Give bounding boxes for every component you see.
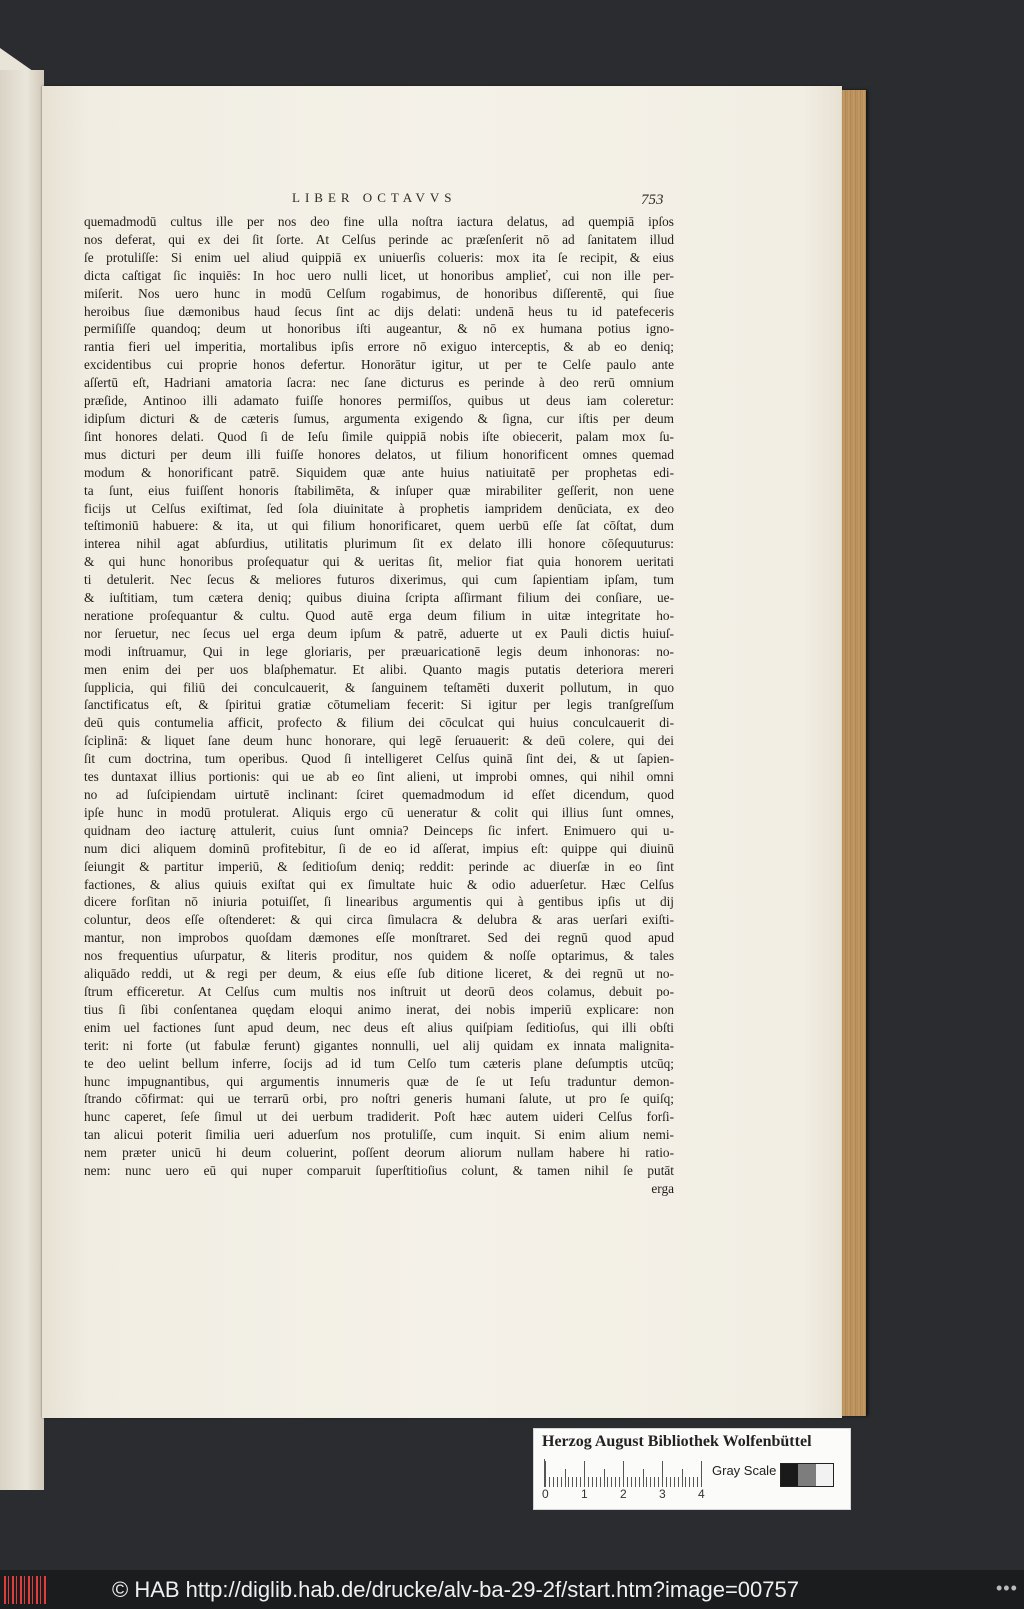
running-head: LIBER OCTAVVS bbox=[292, 190, 457, 205]
footer-bar bbox=[0, 1570, 1024, 1609]
ruler-tick bbox=[607, 1477, 608, 1487]
ruler-tick bbox=[615, 1477, 616, 1487]
text-line: quidnam deo iacturę attulerit, cuius ſunt omnia? Deinceps ſic infert. Enimuero qui u- bbox=[84, 822, 674, 838]
text-line: deū quis contumelia afficit, profecto & filium dei cōculcat qui huius conculcauerit di- bbox=[84, 715, 674, 731]
text-line: hunc impugnantibus, qui argumentis innumeris quæ de ſe ut Ieſu traduntur demon- bbox=[84, 1073, 674, 1089]
ruler-tick bbox=[611, 1477, 612, 1487]
ruler-tick bbox=[588, 1477, 589, 1487]
ruler-tick bbox=[627, 1477, 628, 1487]
text-line: nos frequentius uſurpatur, & literis proditur, nos quidem & noſſe optarimus, & tales bbox=[84, 948, 674, 964]
text-block bbox=[84, 213, 674, 1198]
text-line: factiones, & alius quiuis exiſtat qui ex ſimultate huic & odio aduerſetur. Hæc Celſus bbox=[84, 876, 674, 892]
ruler-tick bbox=[670, 1477, 671, 1487]
catchword: erga bbox=[651, 1180, 674, 1196]
text-line: modum & honorificant patrē. Siquidem quæ ante huius natiuitatē per prophetas edi- bbox=[84, 464, 674, 480]
ruler-tick bbox=[643, 1469, 644, 1487]
text-line: num dici aliquem dominū profitebitur, ſi de eo id aſſerat, impius eſt: quippe qui diuinū bbox=[84, 840, 674, 856]
text-line: enim uel factiones ſunt apud deum, nec deus eſt alius quiſpiam ſeditioſus, qui illi obſti bbox=[84, 1019, 674, 1035]
text-line: nos deferat, qui ex dei ſit ſorte. At Celſus perinde ac præſenſerit nō ad ſanitatem illud bbox=[84, 231, 674, 247]
ruler-tick bbox=[604, 1469, 605, 1487]
ruler-tick bbox=[600, 1477, 601, 1487]
text-line: hunc caperet, ſeſe ſimul ut dei uerbum tradiderit. Poſt hæc autem uideri Celſus forſi- bbox=[84, 1109, 674, 1125]
ruler-tick bbox=[561, 1477, 562, 1487]
ruler-tick bbox=[557, 1477, 558, 1487]
text-line: ti detulerit. Nec ſecus & meliores futuros dixerimus, qui cum ſapientiam ipſam, tum bbox=[84, 572, 674, 588]
ruler-tick bbox=[553, 1477, 554, 1487]
text-line: mantur, non improbos quoſdam dæmones eſſe monſtraret. Sed dei regnū quod apud bbox=[84, 930, 674, 946]
text-line: dicere forſitan nō iniuria potuiſſet, ſi linearibus argumentis qui à gentibus ipſis ut dij bbox=[84, 894, 674, 910]
ruler-tick bbox=[631, 1477, 632, 1487]
ruler-tick bbox=[580, 1477, 581, 1487]
ruler-tick bbox=[619, 1477, 620, 1487]
ruler-tick bbox=[572, 1477, 573, 1487]
gray-swatches bbox=[780, 1463, 834, 1487]
text-line: ſtrum efficeretur. At Celſus cum multis nos inſtruit ut deorū deos colamus, debuit po- bbox=[84, 983, 674, 999]
ruler-tick bbox=[701, 1461, 702, 1487]
text-line: men enim dei per uos blaſphematur. Et alibi. Quanto magis putatis deteriora mereri bbox=[84, 661, 674, 677]
barcode-logo-icon bbox=[4, 1576, 48, 1604]
ruler-tick bbox=[596, 1477, 597, 1487]
text-line: aliquādo reddi, ut & regi per deum, & eius eſſe ſub ditione liceret, & dei regnū ut no- bbox=[84, 966, 674, 982]
text-line: ſtrando cōfirmat: qui ue terrarū orbi, pro noſtri generis humani ſalute, ut pro ſe quiſq; bbox=[84, 1091, 674, 1107]
text-line: tan alicui poterit ſimilia ueri aduerſum nos protuliſſe, cum inquit. Si enim alium nemi- bbox=[84, 1127, 674, 1143]
text-line: ipſe hunc in modū protulerat. Aliquis ergo cū ueneratur & colit qui illius ſunt omnes, bbox=[84, 804, 674, 820]
text-line: teſtimoniū habuere: & ita, ut qui filium honorificaret, quem uerbū eſſe ſat cōſtat, dum bbox=[84, 518, 674, 534]
text-line: ſint honores delati. Quod ſi de Ieſu ſimile quippiā nobis iſte obiecerit, palam mox ſu- bbox=[84, 428, 674, 444]
text-line: idipſum dicturi & de cæteris ſumus, argumenta exigendo & ſigna, cur iſtis per deum bbox=[84, 410, 674, 426]
ruler-tick bbox=[635, 1477, 636, 1487]
scale-number: 2 bbox=[620, 1487, 627, 1501]
scale-numbers bbox=[542, 1487, 712, 1503]
ruler-tick bbox=[689, 1477, 690, 1487]
text-line: ſupplicia, qui filiū dei conculcauerit, & ſanguinem teſtamēti duxerit pollutum, in quo bbox=[84, 679, 674, 695]
page-number: 753 bbox=[641, 192, 664, 208]
left-page-strip bbox=[0, 70, 44, 1490]
text-line: nem præter unicū hi deum coluerint, poſſent deorum aliorum nullam habere hi ratio- bbox=[84, 1145, 674, 1161]
text-line: coluntur, deos eſſe oſtenderet: & qui circa ſimulacra & delubra & aras uerſari exiſti- bbox=[84, 912, 674, 928]
text-line: ſe protuliſſe: Si enim uel aliud quippiā ex uniuerſis colueris: mox ita ſe recipit, & eius bbox=[84, 249, 674, 265]
text-line: interea nihil agat abſurdius, utilitatis plurimum ſit ex delato illi honore cōſequuturus: bbox=[84, 536, 674, 552]
text-line: & iuſtitiam, tum cætera deniq; quibus diuina ſcripta aſſirmant filium dei conſiare, ue- bbox=[84, 590, 674, 606]
text-line: aſſertū eſt, Hadriani amatoria ſacra: nec ſane dicturus es perinde à deo rerū omnium bbox=[84, 375, 674, 391]
scale-number: 0 bbox=[542, 1487, 549, 1501]
ruler-tick bbox=[592, 1477, 593, 1487]
ruler-tick bbox=[584, 1461, 585, 1487]
text-line: ficijs ut Celſus exiſtimat, ſed ſola diuinitate à prophetis iampridem denūciata, ex deo bbox=[84, 500, 674, 516]
scale-card-title: Herzog August Bibliothek Wolfenbüttel bbox=[542, 1433, 812, 1450]
ruler-tick bbox=[623, 1461, 624, 1487]
ruler-tick bbox=[576, 1477, 577, 1487]
text-line: nor ſeruetur, nec ſecus uel erga deum ipſum & patrē, aduerte ut ex Pauli dictis huiuſ- bbox=[84, 625, 674, 641]
page-fore-edge bbox=[842, 90, 866, 1416]
text-line: terit: ni forte (ut fabulæ ferunt) gigantes nonnulli, uel alij quidam ex innata malignita- bbox=[84, 1037, 674, 1053]
ruler-tick bbox=[666, 1477, 667, 1487]
gray-swatch bbox=[798, 1464, 815, 1486]
footer-url-text[interactable]: © HAB http://diglib.hab.de/drucke/alv-ba-29-2f/start.htm?image=00757 bbox=[112, 1577, 799, 1602]
text-line: mus dicturi per deum illi fuiſſe honores delatos, ut filium honorificent omnes quemad bbox=[84, 446, 674, 462]
ruler-tick bbox=[682, 1469, 683, 1487]
text-line: ſeiungit & partitur imperiū, & ſeditioſum deniq; reddit: perinde ac diuerſæ in eo ſint bbox=[84, 858, 674, 874]
ruler-tick bbox=[565, 1469, 566, 1487]
text-line: rantia fieri uel imperitia, mortalibus ipſis errore nō exiguo interceptis, & ab eo deniq; bbox=[84, 339, 674, 355]
ruler-tick bbox=[693, 1477, 694, 1487]
ruler-tick bbox=[658, 1477, 659, 1487]
text-line: nem: nunc uero eū qui nuper comparuit ſuperſtitioſius colunt, & tamen nihil ſe putāt bbox=[84, 1163, 674, 1179]
ruler-tick bbox=[674, 1477, 675, 1487]
text-line: præſide, Antinoo illi adamato fuiſſe honores permiſſos, quibus ut deus iam coleretur: bbox=[84, 393, 674, 409]
text-line: ſanctificatus eſt, & ſpiritui gratiæ cōtumeliam fecerit: Si igitur per legis tranſgreſſum bbox=[84, 697, 674, 713]
scale-number: 3 bbox=[659, 1487, 666, 1501]
more-icon[interactable]: ••• bbox=[996, 1578, 1018, 1598]
text-line: neratione proſequantur & cultu. Quod autē erga deum filium in uitæ integritate ho- bbox=[84, 607, 674, 623]
ruler-tick bbox=[678, 1477, 679, 1487]
gray-swatch bbox=[781, 1464, 798, 1486]
gray-scale-label: Gray Scale bbox=[712, 1463, 777, 1478]
ruler-tick bbox=[545, 1461, 546, 1487]
ruler-tick bbox=[654, 1477, 655, 1487]
ruler-tick bbox=[646, 1477, 647, 1487]
scale-ruler bbox=[544, 1459, 701, 1487]
text-line: tius ſi ſibi conſentanea quędam eloqui animo inerat, dei nobis imperiū explicare: non bbox=[84, 1001, 674, 1017]
text-line: dicta caſtigat ſic inquiēs: In hoc uero nulli licet, ut honoribus amplieť, cui non ille per- bbox=[84, 267, 674, 283]
gray-swatch bbox=[816, 1464, 833, 1486]
text-line: tes duntaxat illius portionis: qui ue ab eo ſint alieni, ut improbi omnes, qui nihil omni bbox=[84, 769, 674, 785]
ruler-tick bbox=[650, 1477, 651, 1487]
text-line: te deo uelint bellum inferre, ſocijs ad id tum Celſo tum cæteris plane deſumptis utcūq; bbox=[84, 1055, 674, 1071]
text-line: modi inſtruamur, Qui in lege gloriaris, per præuaricationē legis deum inhonoras: no- bbox=[84, 643, 674, 659]
scale-card bbox=[533, 1428, 851, 1510]
scale-number: 1 bbox=[581, 1487, 588, 1501]
ruler-tick bbox=[697, 1477, 698, 1487]
text-line: ſit cum doctrina, tum operibus. Quod ſi intelligeret Celſus quinā ſint dei, & ut ſapien- bbox=[84, 751, 674, 767]
text-line: ſciplinā: & liquet ſane deum hunc honorare, qui legē ſeruauerit: & deū colere, qui dei bbox=[84, 733, 674, 749]
ruler-tick bbox=[568, 1477, 569, 1487]
ruler-tick bbox=[549, 1477, 550, 1487]
text-line: permiſiſſe quandoq; deum ut honoribus iſti augeantur, & nō ex humana potius igno- bbox=[84, 321, 674, 337]
text-line: ta ſunt, eius fuiſſent honoris ſtabilimēta, & inſuper quæ mirabiliter geſſerit, non uene bbox=[84, 482, 674, 498]
text-line: heroibus ſiue dæmonibus haud ſecus ſint ac dijs delati: undenā heus tu id patefeceris bbox=[84, 303, 674, 319]
ruler-tick bbox=[662, 1461, 663, 1487]
scale-number: 4 bbox=[698, 1487, 705, 1501]
text-line: no ad ſuſcipiendam uirtutē inclinant: ſciret quemadmodum id eſſet dicendum, quod bbox=[84, 787, 674, 802]
text-line: quemadmodū cultus ille per nos deo fine ulla noſtra iactura delatus, ad quempiā ipſos bbox=[84, 214, 674, 229]
text-line: miſerit. Nos uero hunc in modū Celſum rogabimus, de honoribus diſſerentē, qui ſiue bbox=[84, 285, 674, 301]
text-line: excidentibus cui proprie honos defertur. Honorātur igitur, ut per te Celſe paulo ante bbox=[84, 357, 674, 373]
text-line: & qui hunc honoribus proſequatur qui & ueritas ſit, melior fiat quia honorem ueritati bbox=[84, 554, 674, 570]
ruler-tick bbox=[685, 1477, 686, 1487]
ruler-tick bbox=[639, 1477, 640, 1487]
